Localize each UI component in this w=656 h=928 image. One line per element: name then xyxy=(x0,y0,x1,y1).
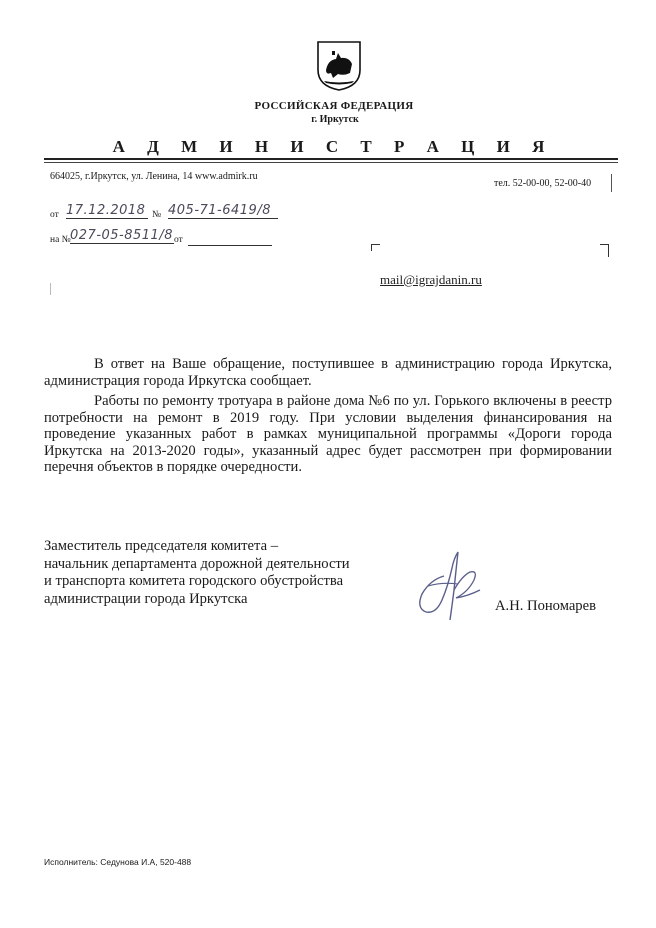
signatory-name: А.Н. Пономарев xyxy=(495,598,596,614)
organization-title: А Д М И Н И С Т Р А Ц И Я xyxy=(112,137,554,156)
signatory-position xyxy=(44,538,404,608)
incoming-date-label: от xyxy=(174,235,183,245)
incoming-date-value xyxy=(188,231,272,246)
city-heading: г. Иркутск xyxy=(311,114,359,125)
recipient-corner-top-left xyxy=(371,244,380,251)
organization-phone: тел. 52-00-00, 52-00-40 xyxy=(494,178,592,189)
header-divider-thin xyxy=(44,162,618,163)
signatory-position-line: администрации города Иркутска xyxy=(44,590,248,607)
signatory-position-line: Заместитель председателя комитета – xyxy=(44,538,278,554)
signatory-position-line: и транспорта комитета городского обустройства xyxy=(44,573,344,589)
body-paragraph-2: Работы по ремонту тротуара в районе дома №6 по ул. Горького включены в реестр потребности на ремонт в 2019 году. При условии выделения финансирования на проведение указанных работ в рамках муниципальной программы «Дороги города Иркутска на 2013-2020 годы», указанный адрес будет рассмотрен при формировании перечня объектов в порядке очередности. xyxy=(44,393,612,475)
handwritten-signature xyxy=(408,546,488,628)
outgoing-date-value: 17.12.2018 xyxy=(66,203,148,219)
country-heading: РОССИЙСКАЯ ФЕДЕРАЦИЯ xyxy=(254,100,414,112)
coat-of-arms-emblem xyxy=(316,40,362,92)
scan-mark xyxy=(50,283,51,295)
recipient-email-link[interactable]: mail@igrajdanin.ru xyxy=(380,272,482,287)
outgoing-number-value: 405-71-6419/8 xyxy=(168,203,278,219)
signatory-position-line: начальник департамента дорожной деятельности xyxy=(44,555,350,572)
phone-bracket xyxy=(611,174,612,192)
recipient-corner-top-right xyxy=(600,244,609,257)
incoming-number-label: на № xyxy=(50,235,71,245)
outgoing-number-label: № xyxy=(152,210,162,220)
executor-note: Исполнитель: Седунова И.А, 520-488 xyxy=(44,857,192,867)
header-divider-thick xyxy=(44,158,618,160)
organization-address: 664025, г.Иркутск, ул. Ленина, 14 www.admirk.ru xyxy=(50,171,258,182)
body-paragraph-1: В ответ на Ваше обращение, поступившее в администрацию города Иркутска, администрация города Иркутска сообщает. xyxy=(44,356,612,389)
outgoing-date-label: от xyxy=(50,210,59,220)
incoming-number-value: 027-05-8511/8 xyxy=(70,228,173,243)
